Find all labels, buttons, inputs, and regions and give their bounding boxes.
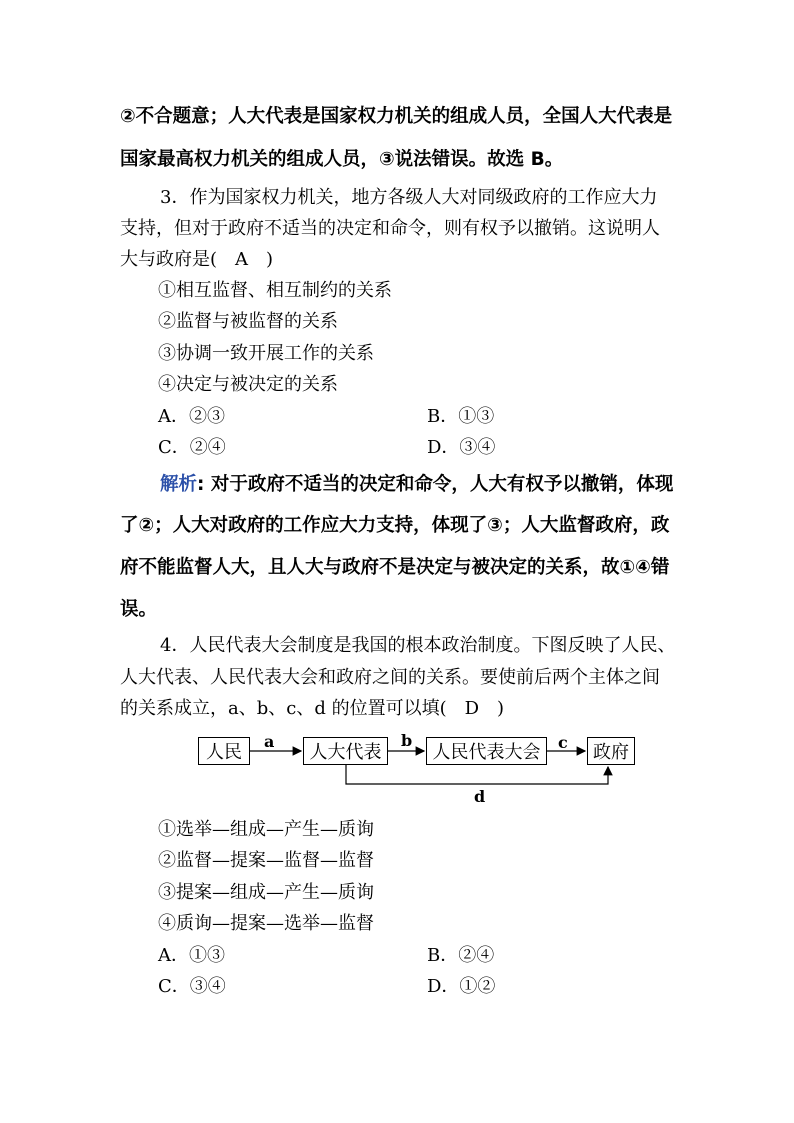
box-government: 政府 — [587, 737, 635, 765]
q3-option-b: B．①③ — [427, 406, 495, 427]
q3-analysis-line-4: 误。 — [120, 599, 158, 620]
q4-option-a: A．①③ — [158, 945, 225, 966]
q4-statement-4: ④质询—提案—选举—监督 — [158, 913, 374, 934]
label-b: b — [401, 731, 413, 750]
analysis-text-1: : 对于政府不适当的决定和命令，人大有权予以撤销，体现 — [197, 474, 674, 495]
q3-statement-4: ④决定与被决定的关系 — [158, 374, 338, 395]
q4-option-d: D．①② — [427, 976, 496, 997]
box-deputies: 人大代表 — [303, 737, 388, 765]
q4-stem-line-1: 4．人民代表大会制度是我国的根本政治制度。下图反映了人民、 — [160, 635, 676, 656]
label-d: d — [474, 787, 486, 806]
q4-stem-line-3: 的关系成立，a、b、c、d 的位置可以填( D ) — [120, 698, 505, 719]
q3-analysis-line-3: 府不能监督人大，且人大与政府不是决定与被决定的关系，故①④错 — [120, 557, 670, 578]
label-a: a — [264, 732, 275, 751]
q3-statement-1: ①相互监督、相互制约的关系 — [158, 280, 392, 301]
explanation-line-2: 国家最高权力机关的组成人员，③说法错误。故选 B。 — [120, 149, 564, 170]
q3-stem-line-3: 大与政府是( A ) — [120, 249, 274, 270]
q3-statement-3: ③协调一致开展工作的关系 — [158, 343, 374, 364]
explanation-line-1: ②不合题意；人大代表是国家权力机关的组成人员，全国人大代表是 — [120, 106, 673, 127]
q4-statement-3: ③提案—组成—产生—质询 — [158, 882, 374, 903]
analysis-label: 解析 — [160, 474, 198, 495]
q3-option-c: C．②④ — [158, 437, 226, 458]
q3-option-d: D．③④ — [427, 437, 496, 458]
box-people: 人民 — [198, 737, 250, 765]
q4-stem-line-2: 人大代表、人民代表大会和政府之间的关系。要使前后两个主体之间 — [120, 667, 660, 688]
q3-stem-line-2: 支持，但对于政府不适当的决定和命令，则有权予以撤销。这说明人 — [120, 218, 660, 239]
q3-option-a: A．②③ — [158, 406, 225, 427]
q4-statement-1: ①选举—组成—产生—质询 — [158, 819, 374, 840]
q3-stem-line-1: 3．作为国家权力机关，地方各级人大对同级政府的工作应大力 — [160, 187, 658, 208]
q3-analysis-line-2: 了②；人大对政府的工作应大力支持，体现了③；人大监督政府，政 — [120, 515, 670, 536]
q4-option-c: C．③④ — [158, 976, 226, 997]
arrow-d — [346, 765, 608, 784]
box-congress: 人民代表大会 — [426, 737, 547, 765]
q4-statement-2: ②监督—提案—监督—监督 — [158, 850, 374, 871]
label-c: c — [558, 733, 568, 752]
q4-option-b: B．②④ — [427, 945, 495, 966]
q3-statement-2: ②监督与被监督的关系 — [158, 311, 338, 332]
